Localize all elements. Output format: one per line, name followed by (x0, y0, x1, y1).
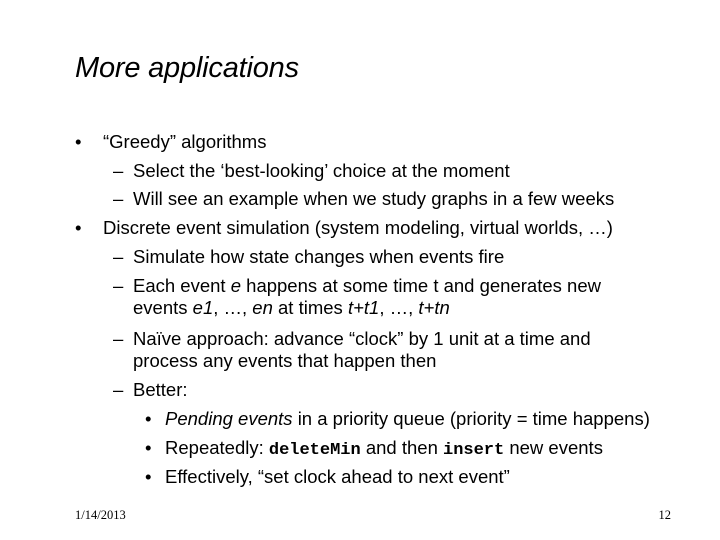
dash-marker: – (113, 328, 124, 349)
sub-item-best-looking: Select the ‘best-looking’ choice at the moment (133, 160, 510, 181)
sub-item-naive-cont: process any events that happen then (133, 350, 437, 371)
text-run: and then (365, 437, 438, 458)
dash-marker: – (113, 188, 124, 209)
text-run: happens at some time t and generates new (246, 275, 601, 296)
italic-run: e1 (192, 297, 214, 318)
footer-date: 1/14/2013 (75, 508, 126, 522)
dash-marker: – (113, 379, 124, 400)
subsub-item-repeatedly (165, 437, 603, 462)
italic-run: t+t1 (347, 297, 380, 318)
italic-run: en (252, 297, 273, 318)
text-run: Repeatedly: (165, 437, 264, 458)
text-run: new events (509, 437, 603, 458)
code-run: insert (443, 441, 505, 460)
code-run: deleteMin (268, 441, 361, 460)
text-run: events (133, 297, 188, 318)
text-run: Each event (133, 275, 226, 296)
dash-marker: – (113, 246, 124, 267)
italic-run: t+tn (418, 297, 450, 318)
bullet-greedy: “Greedy” algorithms (103, 131, 267, 152)
bullet-marker: • (75, 131, 82, 152)
text-run: at times (278, 297, 343, 318)
dash-marker: – (113, 275, 124, 296)
sub-item-each-event-cont (133, 297, 450, 319)
bullet-discrete-event: Discrete event simulation (system modeling, virtual worlds, …) (103, 217, 613, 238)
bullet-marker: • (145, 437, 152, 458)
sub-item-graphs: Will see an example when we study graphs in a few weeks (133, 188, 615, 209)
subsub-item-pending (165, 408, 650, 430)
dash-marker: – (113, 160, 124, 181)
bullet-marker: • (145, 408, 152, 429)
italic-run: e (230, 275, 242, 296)
bullet-marker: • (75, 217, 82, 238)
sub-item-simulate: Simulate how state changes when events fire (133, 246, 505, 267)
slide-title: More applications (75, 52, 299, 84)
page-number: 12 (658, 508, 671, 522)
text-run: , …, (213, 297, 248, 318)
sub-item-better: Better: (133, 379, 188, 400)
sub-item-each-event (133, 275, 601, 297)
italic-run: Pending events (165, 408, 293, 429)
bullet-marker: • (145, 466, 152, 487)
text-run: in a priority queue (priority = time happens) (297, 408, 650, 429)
subsub-item-effectively: Effectively, “set clock ahead to next event” (165, 466, 510, 487)
text-run: , …, (379, 297, 414, 318)
sub-item-naive: Naïve approach: advance “clock” by 1 unit at a time and (133, 328, 591, 349)
